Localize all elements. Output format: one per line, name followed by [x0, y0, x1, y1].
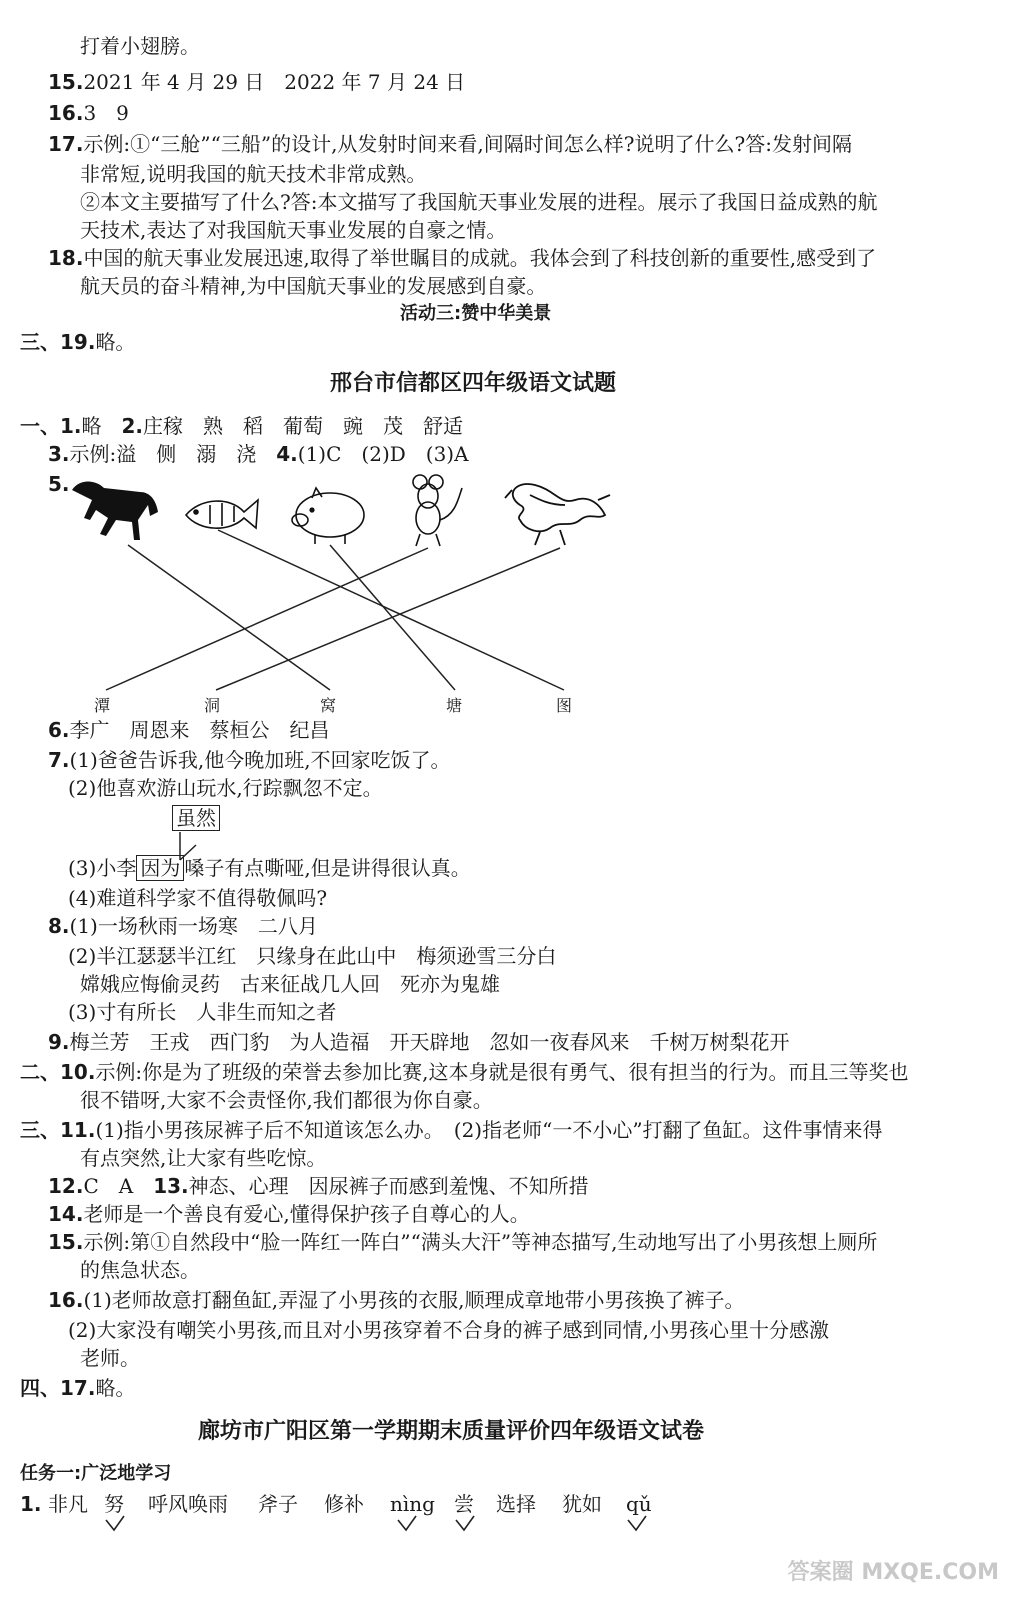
answer-16: 16.3 9 — [48, 101, 129, 125]
answer-section3-19: 三、19.略。 — [20, 330, 136, 354]
text-line: 航天员的奋斗精神,为中国航天事业的发展感到自豪。 — [80, 274, 547, 298]
answer-item: 努 — [104, 1492, 124, 1516]
text-line: 很不错呀,大家不会责怪你,我们都很为你自豪。 — [80, 1088, 493, 1112]
answer-16b: 16.(1)老师故意打翻鱼缸,弄湿了小男孩的衣服,顺理成章地带小男孩换了裤子。 — [48, 1288, 745, 1312]
answer-8: 8.(1)一场秋雨一场寒 二八月 — [48, 914, 318, 938]
text-line: (2)他喜欢游山玩水,行踪飘忽不定。 — [68, 776, 383, 800]
answer-item: 非凡 — [48, 1492, 88, 1516]
answer-item: 尝 — [454, 1492, 474, 1516]
answer-item: 呼风唤雨 — [148, 1492, 228, 1516]
text-line: (2)大家没有嘲笑小男孩,而且对小男孩穿着不合身的裤子感到同情,小男孩心里十分感激 — [68, 1318, 830, 1342]
answer-item: 斧子 — [258, 1492, 298, 1516]
target-char: 塘 — [446, 696, 463, 715]
answer-1-num: 1. — [20, 1492, 42, 1516]
answer-section4-17: 四、17.略。 — [20, 1376, 136, 1400]
answer-3-4: 3.示例:溢 侧 溺 浇 4.(1)C (2)D (3)A — [48, 442, 469, 466]
text-line: (3)寸有所长 人非生而知之者 — [68, 1000, 337, 1024]
target-char: 潭 — [94, 696, 111, 715]
answer-18: 18.中国的航天事业发展迅速,取得了举世瞩目的成就。我体会到了科技创新的重要性,感受到了 — [48, 246, 877, 270]
activity-heading: 活动三:赞中华美景 — [400, 303, 552, 324]
text-line: (4)难道科学家不值得敬佩吗? — [68, 886, 328, 910]
answer-7: 7.(1)爸爸告诉我,他今晚加班,不回家吃饭了。 — [48, 748, 451, 772]
answer-10: 二、10.示例:你是为了班级的荣誉去参加比赛,这本身就是很有勇气、很有担当的行为。而且三等奖也 — [20, 1060, 909, 1084]
text-line: ②本文主要描写了什么?答:本文描写了我国航天事业发展的进程。展示了我国日益成熟的航 — [80, 190, 878, 214]
answer-9: 9.梅兰芳 王戎 西门豹 为人造福 开天辟地 忽如一夜春风来 千树万树梨花开 — [48, 1030, 790, 1054]
answer-5-label: 5. — [48, 472, 70, 496]
text-line: 老师。 — [80, 1346, 140, 1370]
watermark: 答案圈 MXQE.COM — [787, 1560, 999, 1585]
answer-item: qǔ — [626, 1492, 652, 1516]
text-line: 嫦娥应悔偷灵药 古来征战几人回 死亦为鬼雄 — [80, 972, 500, 996]
answer-11: 三、11.(1)指小男孩尿裤子后不知道该怎么办。 (2)指老师“一不小心”打翻了鱼缸。这件事情来得 — [20, 1118, 883, 1142]
answer-14: 14.老师是一个善良有爱心,懂得保护孩子自尊心的人。 — [48, 1202, 530, 1226]
answer-item: 犹如 — [562, 1492, 602, 1516]
target-char: 图 — [556, 696, 573, 715]
answer-item: 修补 — [324, 1492, 364, 1516]
check-icon — [628, 1516, 646, 1530]
section-title-langfang: 廊坊市广阳区第一学期期末质量评价四年级语文试卷 — [198, 1419, 705, 1444]
text-line: 打着小翅膀。 — [80, 34, 200, 58]
answer-1-2: 一、1.略 2.庄稼 熟 稻 葡萄 豌 茂 舒适 — [20, 414, 464, 438]
task-heading: 任务一:广泛地学习 — [20, 1463, 172, 1484]
text-line: 有点突然,让大家有些吃惊。 — [80, 1146, 327, 1170]
target-char: 洞 — [204, 696, 221, 715]
text-line: 的焦急状态。 — [80, 1258, 200, 1282]
section-title-xingtai: 邢台市信都区四年级语文试题 — [330, 371, 617, 396]
text-line: (2)半江瑟瑟半江红 只缘身在此山中 梅须逊雪三分白 — [68, 944, 557, 968]
check-icon — [106, 1516, 124, 1530]
answer-item: nìng — [390, 1492, 435, 1516]
target-char: 窝 — [320, 696, 337, 715]
answer-item: 选择 — [496, 1492, 536, 1516]
correction-note: 虽然 — [172, 804, 220, 832]
answer-12-13: 12.C A 13.神态、心理 因尿裤子而感到羞愧、不知所措 — [48, 1174, 589, 1198]
text-line: 天技术,表达了对我国航天事业发展的自豪之情。 — [80, 218, 507, 242]
check-icon — [398, 1516, 416, 1530]
answer-7-3: (3)小李 因为 嗓子有点嘶哑,但是讲得很认真。 — [68, 856, 471, 880]
text-line: 非常短,说明我国的航天技术非常成熟。 — [80, 162, 427, 186]
answer-17: 17.示例:①“三舱”“三船”的设计,从发射时间来看,间隔时间怎么样?说明了什么?答:发射间隔 — [48, 132, 852, 156]
check-icon — [456, 1516, 474, 1530]
answer-6: 6.李广 周恩来 蔡桓公 纪昌 — [48, 718, 330, 742]
answer-15: 15.2021 年 4 月 29 日 2022 年 7 月 24 日 — [48, 70, 466, 94]
answer-15b: 15.示例:第①自然段中“脸一阵红一阵白”“满头大汗”等神态描写,生动地写出了小男孩想上厕所 — [48, 1230, 878, 1254]
